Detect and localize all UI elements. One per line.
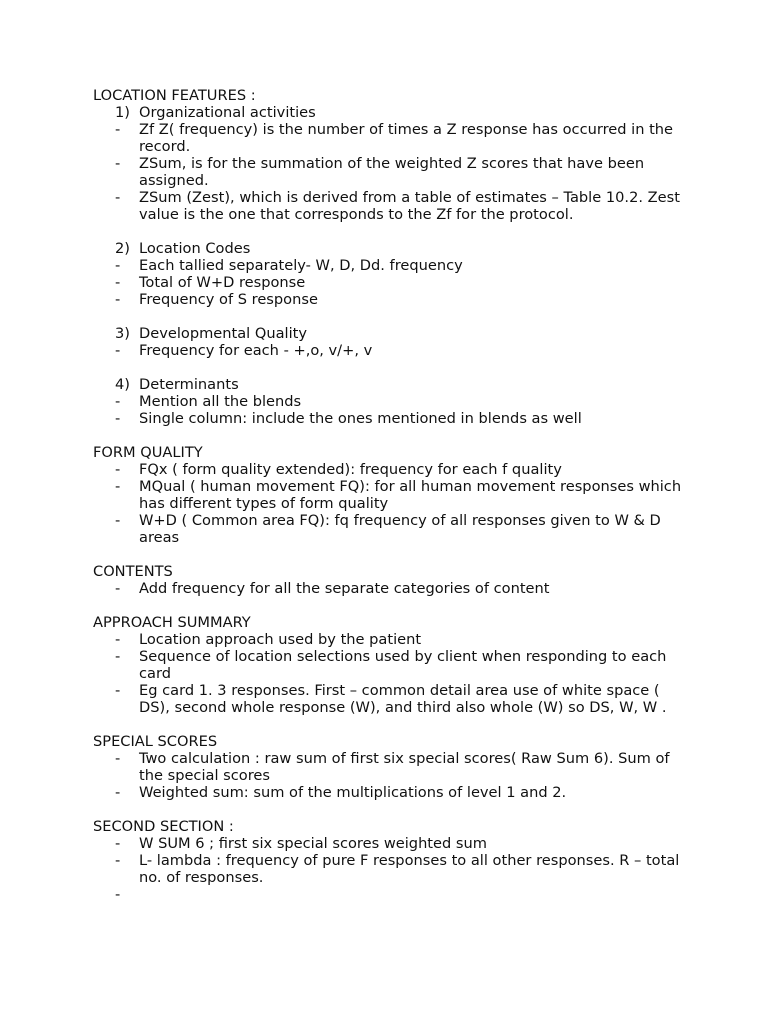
item-number: 2) (115, 240, 130, 257)
bullet-text: Frequency for each - +,o, v/+, v (139, 342, 373, 359)
bullet-item (93, 189, 693, 223)
document-page (93, 87, 693, 903)
bullet-marker: - (115, 274, 121, 291)
numbered-item (93, 240, 693, 257)
item-title: Location Codes (139, 240, 251, 257)
bullet-item (93, 784, 693, 801)
bullet-text: MQual ( human movement FQ): for all human movement responses which has different types of form quality (139, 478, 682, 512)
bullet-item (93, 121, 693, 155)
section-contents (93, 563, 693, 597)
bullet-marker: - (115, 886, 121, 903)
section-approach-summary (93, 614, 693, 716)
group-location-codes (93, 240, 693, 308)
bullet-item (93, 257, 693, 274)
bullet-text: Location approach used by the patient (139, 631, 422, 648)
bullet-marker: - (115, 257, 121, 274)
group-determinants (93, 376, 693, 427)
bullet-marker: - (115, 784, 121, 801)
bullet-marker: - (115, 461, 121, 478)
item-number: 1) (115, 104, 130, 121)
bullet-text: Add frequency for all the separate categories of content (139, 580, 550, 597)
bullet-text: ZSum, is for the summation of the weighted Z scores that have been assigned. (139, 155, 645, 189)
item-title: Organizational activities (139, 104, 316, 121)
bullet-text: FQx ( form quality extended): frequency for each f quality (139, 461, 562, 478)
bullet-text: Eg card 1. 3 responses. First – common detail area use of white space ( DS), second whole response (W), and third also whole (W) so DS, W, W . (139, 682, 667, 716)
bullet-marker: - (115, 189, 121, 206)
section-heading: LOCATION FEATURES : (93, 87, 256, 104)
bullet-marker: - (115, 478, 121, 495)
item-title: Developmental Quality (139, 325, 308, 342)
bullet-marker: - (115, 342, 121, 359)
bullet-text: Mention all the blends (139, 393, 302, 410)
bullet-marker: - (115, 835, 121, 852)
bullet-item (93, 886, 693, 903)
section-heading: CONTENTS (93, 563, 173, 580)
bullet-item (93, 852, 693, 886)
bullet-marker: - (115, 155, 121, 172)
group-organizational-activities (93, 104, 693, 223)
bullet-text (139, 886, 693, 903)
bullet-marker: - (115, 393, 121, 410)
bullet-item (93, 461, 693, 478)
bullet-item (93, 393, 693, 410)
section-location-features (93, 87, 693, 427)
bullet-marker: - (115, 512, 121, 529)
item-title: Determinants (139, 376, 239, 393)
section-heading: SPECIAL SCORES (93, 733, 218, 750)
bullet-text: Weighted sum: sum of the multiplications of level 1 and 2. (139, 784, 567, 801)
section-heading: SECOND SECTION : (93, 818, 234, 835)
bullet-marker: - (115, 648, 121, 665)
bullet-item (93, 512, 693, 546)
bullet-marker: - (115, 410, 121, 427)
section-second-section (93, 818, 693, 903)
numbered-item (93, 325, 693, 342)
bullet-marker: - (115, 291, 121, 308)
bullet-marker: - (115, 580, 121, 597)
bullet-text: W+D ( Common area FQ): fq frequency of all responses given to W & D areas (139, 512, 661, 546)
bullet-item (93, 682, 693, 716)
item-number: 4) (115, 376, 130, 393)
bullet-item (93, 631, 693, 648)
numbered-item (93, 376, 693, 393)
bullet-text: Sequence of location selections used by client when responding to each card (139, 648, 667, 682)
section-heading: FORM QUALITY (93, 444, 203, 461)
item-number: 3) (115, 325, 130, 342)
bullet-item (93, 342, 693, 359)
bullet-item (93, 580, 693, 597)
bullet-marker: - (115, 121, 121, 138)
bullet-item (93, 274, 693, 291)
bullet-text: Two calculation : raw sum of first six special scores( Raw Sum 6). Sum of the special scores (139, 750, 670, 784)
bullet-text: ZSum (Zest), which is derived from a table of estimates – Table 10.2. Zest value is the one that corresponds to the Zf for the protocol. (139, 189, 680, 223)
bullet-item (93, 478, 693, 512)
bullet-text: Total of W+D response (139, 274, 306, 291)
bullet-item (93, 750, 693, 784)
bullet-text: L- lambda : frequency of pure F responses to all other responses. R – total no. of responses. (139, 852, 680, 886)
section-heading: APPROACH SUMMARY (93, 614, 251, 631)
bullet-text: Frequency of S response (139, 291, 318, 308)
bullet-item (93, 648, 693, 682)
bullet-text: Each tallied separately- W, D, Dd. frequency (139, 257, 463, 274)
bullet-item (93, 291, 693, 308)
bullet-text: W SUM 6 ; first six special scores weighted sum (139, 835, 487, 852)
bullet-marker: - (115, 852, 121, 869)
bullet-marker: - (115, 631, 121, 648)
bullet-item (93, 155, 693, 189)
bullet-marker: - (115, 682, 121, 699)
bullet-item (93, 835, 693, 852)
bullet-marker: - (115, 750, 121, 767)
section-special-scores (93, 733, 693, 801)
section-form-quality (93, 444, 693, 546)
bullet-text: Zf Z( frequency) is the number of times a Z response has occurred in the record. (139, 121, 674, 155)
group-developmental-quality (93, 325, 693, 359)
bullet-item (93, 410, 693, 427)
numbered-item (93, 104, 693, 121)
bullet-text: Single column: include the ones mentioned in blends as well (139, 410, 582, 427)
